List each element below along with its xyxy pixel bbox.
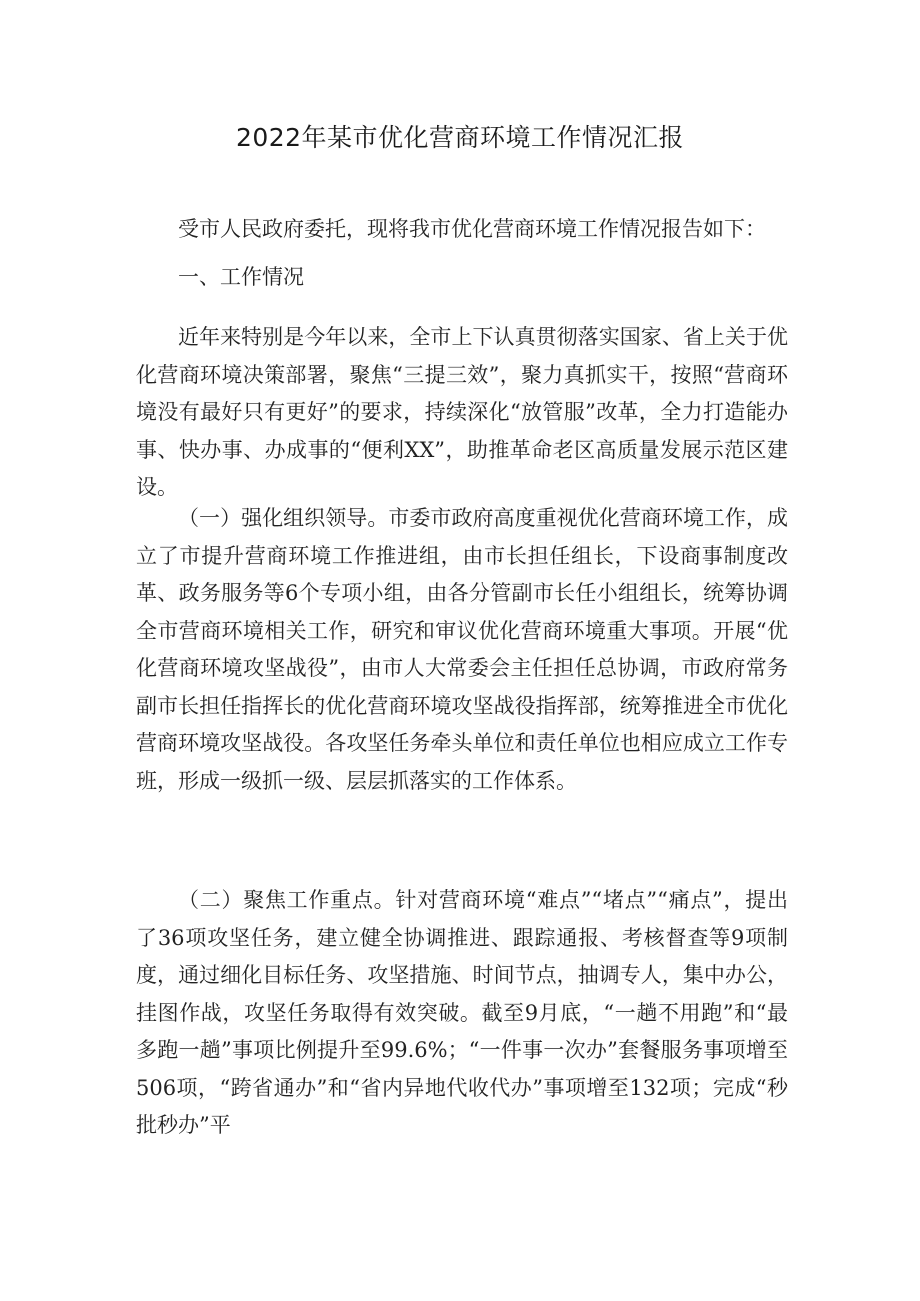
- paragraph-overview: 近年来特别是今年以来，全市上下认真贯彻落实国家、省上关于优化营商环境决策部署，聚焦“三提三效”，聚力真抓实干，按照“营商环境没有最好只有更好”的要求，持续深化“放管服”改革，全力打造能办事、快办事、办成事的“便利XX”，助推革命老区高质量发展示范区建设。: [136, 325, 788, 499]
- intro-paragraph: 受市人民政府委托，现将我市优化营商环境工作情况报告如下：: [178, 217, 766, 241]
- paragraph-organization-leadership: （一）强化组织领导。市委市政府高度重视优化营商环境工作，成立了市提升营商环境工作推进组，由市长担任组长，下设商事制度改革、政务服务等6个专项小组，由各分管副市长任小组组长，统筹协调全市营商环境相关工作，研究和审议优化营商环境重大事项。开展“优化营商环境攻坚战役”，由市人大常委会主任担任总协调，市政府常务副市长担任指挥长的优化营商环境攻坚战役指挥部，统筹推进全市优化营商环境攻坚战役。各攻坚任务牵头单位和责任单位也相应成立工作专班，形成一级抓一级、层层抓落实的工作体系。: [136, 506, 788, 793]
- section-heading-work-status: 一、工作情况: [178, 265, 304, 289]
- paragraph-work-focus: （二）聚焦工作重点。针对营商环境“难点”“堵点”“痛点”，提出了36项攻坚任务，建立健全协调推进、跟踪通报、考核督查等9项制度，通过细化目标任务、攻坚措施、时间节点，抽调专人，集中办公，挂图作战，攻坚任务取得有效突破。截至9月底，“一趟不用跑”和“最多跑一趟”事项比例提升至99.6%；“一件事一次办”套餐服务事项增至506项，“跨省通办”和“省内异地代收代办”事项增至132项；完成“秒批秒办”平: [136, 888, 788, 1137]
- document-title: 2022年某市优化营商环境工作情况汇报: [235, 123, 685, 152]
